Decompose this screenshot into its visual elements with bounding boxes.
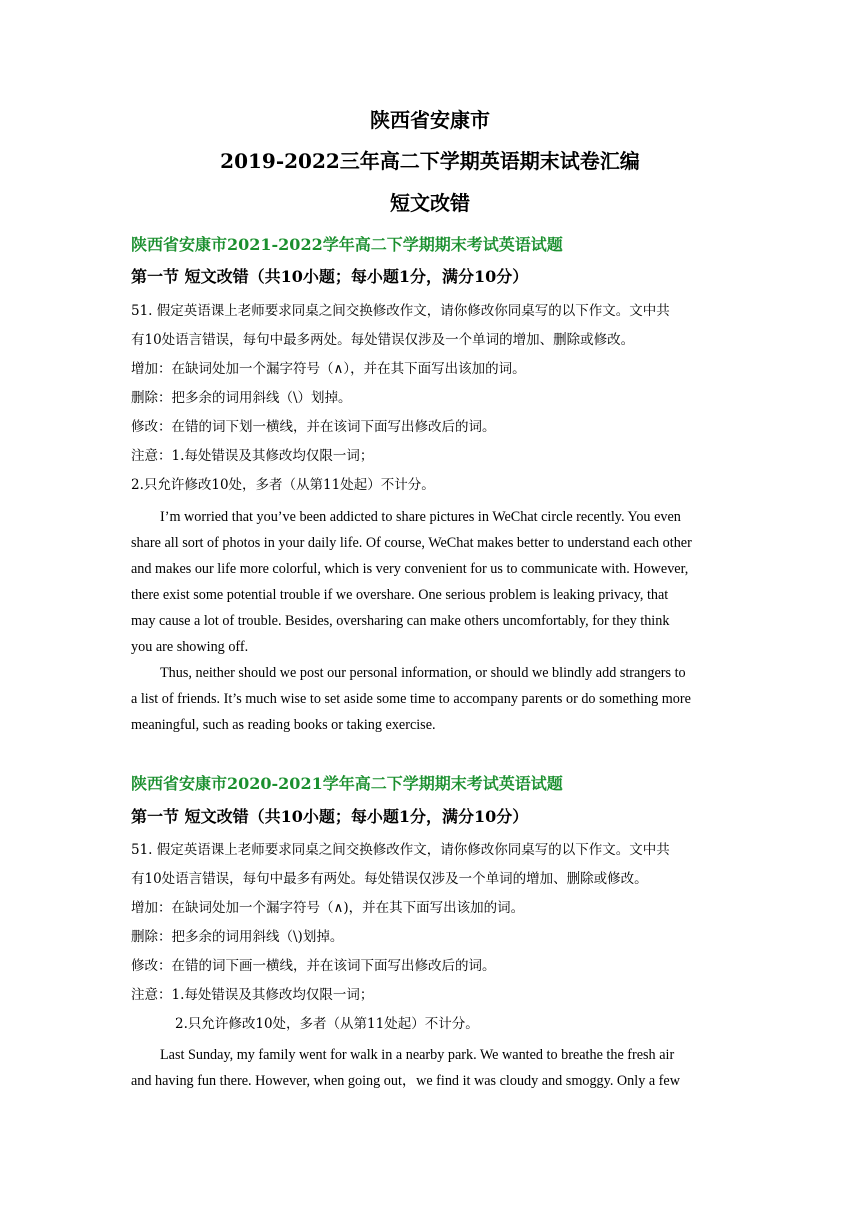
section-1-passage-line: there exist some potential trouble if we overshare. One serious problem is leaking privacy, that bbox=[131, 587, 669, 603]
section-2-instruction: 修改：在错的词下画一横线，并在该词下面写出修改后的词。 bbox=[131, 958, 496, 974]
section-1-instruction: 51. 假定英语课上老师要求同桌之间交换修改作文，请你修改你同桌写的以下作文。文中共 bbox=[131, 303, 670, 319]
section-1-instruction: 增加：在缺词处加一个漏字符号（∧），并在其下面写出该加的词。 bbox=[131, 361, 526, 377]
section-1-passage-line: may cause a lot of trouble. Besides, oversharing can make others uncomfortably, for they think bbox=[131, 613, 670, 629]
section-1-part-heading: 第一节 短文改错（共10小题；每小题1分，满分10分） bbox=[131, 267, 529, 286]
section-1-passage-line: I’m worried that you’ve been addicted to share pictures in WeChat circle recently. You even bbox=[160, 509, 681, 525]
document-title-region: 陕西省安康市 bbox=[370, 108, 490, 132]
section-2-part-heading: 第一节 短文改错（共10小题；每小题1分，满分10分） bbox=[131, 807, 529, 826]
section-1-passage-line: and makes our life more colorful, which is very convenient for us to communicate with. However, bbox=[131, 561, 689, 577]
document-title-topic: 短文改错 bbox=[390, 191, 470, 215]
section-1-passage-line: share all sort of photos in your daily life. Of course, WeChat makes better to understand each other bbox=[131, 535, 692, 551]
section-1-instruction: 有10处语言错误，每句中最多两处。每处错误仅涉及一个单词的增加、删除或修改。 bbox=[131, 332, 635, 348]
section-2-instruction: 有10处语言错误，每句中最多有两处。每处错误仅涉及一个单词的增加、删除或修改。 bbox=[131, 871, 648, 887]
section-2-instruction: 删除：把多余的词用斜线（\)划掉。 bbox=[131, 929, 344, 945]
section-1-instruction: 注意：1.每处错误及其修改均仅限一词； bbox=[131, 448, 374, 464]
section-2-passage-line: Last Sunday, my family went for walk in a nearby park. We wanted to breathe the fresh air bbox=[160, 1047, 675, 1063]
section-2-instruction: 增加：在缺词处加一个漏字符号（∧)，并在其下面写出该加的词。 bbox=[131, 900, 525, 916]
section-1-passage-line: Thus, neither should we post our personal information, or should we blindly add strangers to bbox=[160, 665, 686, 681]
section-1-passage-line: a list of friends. It’s much wise to set aside some time to accompany parents or do something more bbox=[131, 691, 691, 707]
section-2-instruction: 51. 假定英语课上老师要求同桌之间交换修改作文，请你修改你同桌写的以下作文。文中共 bbox=[131, 842, 670, 858]
section-1-instruction: 修改：在错的词下划一横线，并在该词下面写出修改后的词。 bbox=[131, 419, 496, 435]
document-title-collection: 2019-2022三年高二下学期英语期末试卷汇编 bbox=[220, 149, 640, 173]
section-2-instruction: 2.只允许修改10处，多者（从第11处起）不计分。 bbox=[175, 1016, 479, 1032]
section-1-passage-line: you are showing off. bbox=[131, 639, 249, 655]
section-1-instruction: 删除：把多余的词用斜线（\）划掉。 bbox=[131, 390, 352, 406]
section-1-passage-line: meaningful, such as reading books or taking exercise. bbox=[131, 717, 436, 733]
section-2-passage-line: and having fun there. However, when going out，we find it was cloudy and smoggy. Only a few bbox=[131, 1073, 680, 1089]
section-1-instruction: 2.只允许修改10处，多者（从第11处起）不计分。 bbox=[131, 477, 435, 493]
section-2-instruction: 注意：1.每处错误及其修改均仅限一词； bbox=[131, 987, 374, 1003]
section-2-source: 陕西省安康市2020-2021学年高二下学期期末考试英语试题 bbox=[131, 774, 563, 793]
section-1-source: 陕西省安康市2021-2022学年高二下学期期末考试英语试题 bbox=[131, 235, 563, 254]
